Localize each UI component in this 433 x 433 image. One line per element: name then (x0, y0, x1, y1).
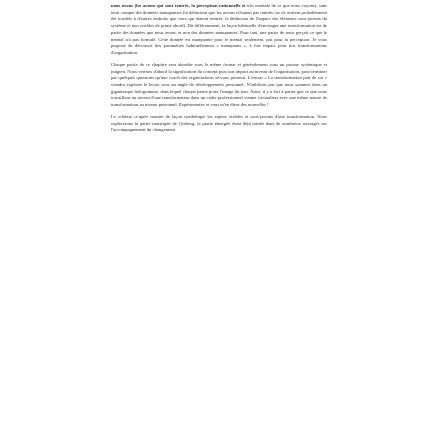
text-column (111, 3, 327, 139)
paragraph-2-text: Chaque partie de ce chapitre sera abordée sous le même format et généralement sous un prisme systémique et jungien. Nous verrons d'abord la signification du concept puis son impact au niveau de l'organisation, pour terminer par quelques questions qu'une coach des organisations se/vous poserait. L'encart « La transformation part de soi » viendra explorer le levier sous un angle de développement personnel. N'oublions pas que nous sommes dans un gigantesque hologramme, dans lequel chaque partie porte l'image du tout. Ainsi, il y a fort à parier que ce que nous travaillons au niveau d'une transformation dans un cadre professionnel vienne s'actualiser avec une même nature de transformation au niveau personnel. Expérimentez et vous m'en direz des nouvelles ! (111, 61, 327, 108)
paragraph-1 (111, 3, 327, 57)
paragraph-3 (111, 114, 327, 134)
paragraph-1-text: très mentale de ce que nous voyons), sans tenir compte des données manquantes (la déduction que les avions n'étaient pas rentrés car ils avaient probablement été touchés à d'autres endroits que ceux qui étaient rentrés, la déduction de l'impact des éléments sous-jacents du système et non visibles de prime abord). Dit différemment, la façon habituelle d'envisager une transformation est de partir des données que nous avons, et non des données manquantes. Pour tant, une partie de nous perçoit ce que le mental n'a pas formulé. Cette donnée est manquante pour le mental seulement, pas pour la perception. Je vous propose de découvrir des paramètres habituellement « manquants », à fort impact pour nos transformations d'organisation. (111, 3, 327, 55)
paragraph-3-text: Le schéma ci-après montre de façon synthétique les enjeux visibles et sous-jacents d'une transformation. Nous explorerons la partie immergée de l'iceberg, la partie émergée étant déjà traitée dans de nombreux ouvrages sur l'accompagnement du changement. (111, 113, 327, 133)
paragraph-1-lead: nous avons (les avions qui sont rentrés, la perception rationnelle et (111, 3, 246, 8)
paragraph-2 (111, 62, 327, 109)
